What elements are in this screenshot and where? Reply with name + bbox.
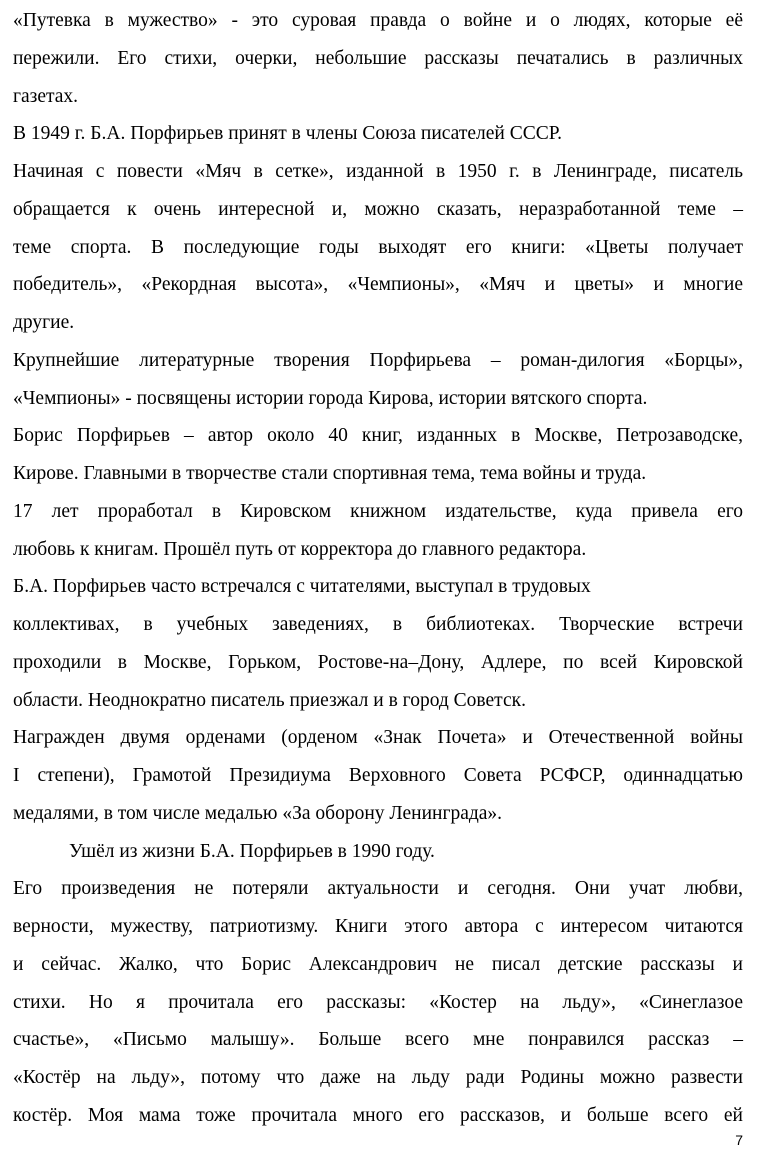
paragraph (13, 493, 743, 569)
text-line: обращается к очень интересной и, можно сказать, неразработанной теме – (13, 198, 743, 220)
paragraph (13, 870, 743, 1134)
text-line: Начиная с повести «Мяч в сетке», изданной в 1950 г. в Ленинграде, писатель (13, 161, 743, 182)
page-number: 7 (735, 1132, 743, 1148)
text-line: Кирове. Главными в творчестве стали спортивная тема, тема войны и труда. (13, 463, 647, 484)
text-line: I степени), Грамотой Президиума Верховного Совета РСФСР, одиннадцатью (13, 765, 743, 786)
text-line: Б.А. Порфирьев часто встречался с читателями, выступал в трудовых (13, 576, 591, 598)
text-line: верности, мужеству, патриотизму. Книги этого автора с интересом читаются (13, 916, 743, 937)
text-line: стихи. Но я прочитала его рассказы: «Костер на льду», «Синеглазое (13, 991, 743, 1013)
paragraph (13, 115, 743, 153)
text-line: Награжден двумя орденами (орденом «Знак Почета» и Отечественной войны (13, 727, 743, 749)
text-line: костёр. Моя мама тоже прочитала много его рассказов, и больше всего ей (13, 1104, 743, 1126)
text-line: газетах. (13, 85, 79, 107)
paragraph (13, 833, 743, 871)
text-line: и сейчас. Жалко, что Борис Александрович не писал детские рассказы и (13, 953, 743, 975)
text-line: любовь к книгам. Прошёл путь от корректора до главного редактора. (13, 538, 587, 560)
text-line: Его произведения не потеряли актуальности и сегодня. Они учат любви, (13, 878, 743, 900)
text-line: «Костёр на льду», потому что даже на льду ради Родины можно развести (13, 1067, 743, 1088)
paragraph (13, 153, 743, 342)
text-line: победитель», «Рекордная высота», «Чемпионы», «Мяч и цветы» и многие (13, 274, 743, 296)
paragraph (13, 2, 743, 115)
text-line: Крупнейшие литературные творения Порфирьева – роман-дилогия «Борцы», (13, 349, 743, 371)
text-line: Борис Порфирьев – автор около 40 книг, изданных в Москве, Петрозаводске, (13, 425, 743, 447)
text-line: «Путевка в мужество» - это суровая правда о войне и о людях, которые её (13, 10, 743, 31)
text-line: В 1949 г. Б.А. Порфирьев принят в члены Союза писателей СССР. (13, 123, 562, 145)
body-text (13, 2, 743, 1135)
paragraph (13, 568, 743, 719)
text-line: теме спорта. В последующие годы выходят его книги: «Цветы получает (13, 236, 743, 258)
text-line: 17 лет проработал в Кировском книжном издательстве, куда привела его (13, 500, 743, 522)
text-line: коллективах, в учебных заведениях, в библиотеках. Творческие встречи (13, 614, 743, 635)
text-line: проходили в Москве, Горьком, Ростове-на–Дону, Адлере, по всей Кировской (13, 651, 743, 673)
text-line: другие. (13, 312, 75, 333)
text-line: счастье», «Письмо малышу». Больше всего мне понравился рассказ – (13, 1029, 743, 1051)
paragraph (13, 342, 743, 418)
text-line: «Чемпионы» - посвящены истории города Кирова, истории вятского спорта. (13, 387, 648, 409)
text-line: области. Неоднократно писатель приезжал и в город Советск. (13, 689, 526, 711)
paragraph (13, 417, 743, 493)
text-line: медалями, в том числе медалью «За оборону Ленинграда». (13, 802, 503, 824)
paragraph (13, 719, 743, 832)
text-line: пережили. Его стихи, очерки, небольшие рассказы печатались в различных (13, 47, 743, 69)
text-line: Ушёл из жизни Б.А. Порфирьев в 1990 году. (69, 840, 435, 862)
